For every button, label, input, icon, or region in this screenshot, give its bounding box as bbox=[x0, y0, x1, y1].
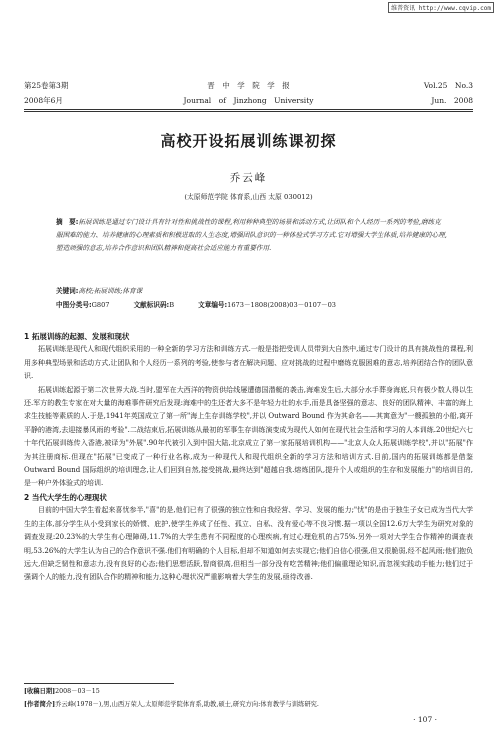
article-number: 文章编号:1673－1808(2008)03－0107－03 bbox=[198, 301, 337, 309]
author-name: 乔云峰 bbox=[229, 172, 268, 184]
footnote-rule bbox=[24, 683, 174, 684]
page-number: · 107 · bbox=[413, 715, 437, 724]
header-rule-top bbox=[24, 109, 473, 110]
paper-title: 高校开设拓展训练课初探 bbox=[160, 132, 337, 150]
clc-number: 中图分类号:G807 bbox=[56, 301, 110, 309]
paper-body bbox=[24, 330, 473, 585]
section-heading: 1 拓展训练的起源、发展和现状 bbox=[24, 332, 130, 341]
issue-date-en: Jun. 2008 bbox=[431, 96, 473, 105]
author-bio: [作者简介]乔云峰(1978－),男,山西万荣人,太原师范学院体育系,助教,硕士,研究方向:体育教学与训练研究. bbox=[24, 701, 319, 708]
keywords bbox=[56, 285, 142, 295]
author-affiliation: (太原师范学院 体育系,山西 太原 030012) bbox=[184, 193, 313, 201]
paragraph: 拓展训练是现代人和现代组织采用的一种全新的学习方法和训练方式.一般是指把受训人员带到大自然中,通过专门设计的具有挑战性的课程,利用多种典型场景和活动方式,让团队和个人经历一系列的考验,使参与者在解决问题、应对挑战的过程中磨练克服困难的意志,培养团结合作的团队意识. bbox=[24, 345, 473, 381]
received-date: [收稿日期]2008－03－15 bbox=[24, 688, 100, 695]
abstract-label: 摘 要: bbox=[56, 218, 79, 226]
header-rule-bottom bbox=[24, 111, 473, 112]
issue-date: 2008年6月 bbox=[24, 96, 63, 105]
document-code: 文献标识码:B bbox=[133, 301, 175, 309]
abstract bbox=[56, 216, 447, 255]
paragraph: 目前的中国大学生看起来喜忧参半,"喜"的是,他们已有了很强的独立性和自我经营、学习、发展的能力;"忧"的是由于独生子女已成为当代大学生的主体,部分学生从小受到家长的娇惯、庇护,使学生养成了任性、孤立、自私、没有爱心等不良习惯.据一项以全国12.6万大学生为研究对象的调查发现:20.23%的大学生有心理障碍,11.7%的大学生患有不同程度的心理疾病,有过心理危机的占75%.另外一项对大学生合作精神的调查表明,53.26%的大学生认为自己的合作意识不强.他们有明确的个人目标,但却不知道如何去实现它;他们自信心很强,但又很脆弱,经不起风雨;他们抱负远大,但缺乏韧性和意志力,没有良好的心态;他们思想活跃,智商很高,但相当一部分没有吃苦精神;他们偏重理论知识,而忽视实践动手能力;他们过于强调个人的能力,没有团队合作的精神和能力,这种心理状况严重影响着大学生的发展,亟待改善. bbox=[24, 506, 473, 582]
keywords-text: 高校;拓展训练;体育课 bbox=[78, 287, 143, 295]
journal-name-en: Journal of Jinzhong University bbox=[183, 96, 314, 105]
watermark: 维普资讯 http://www.cqvip.com bbox=[388, 2, 494, 13]
volume-issue: 第25卷第3期 bbox=[24, 81, 69, 90]
journal-name-cn: 晋 中 学 院 学 报 bbox=[207, 81, 290, 90]
classification-line bbox=[56, 299, 447, 309]
volume-issue-en: Vol.25 No.3 bbox=[423, 81, 473, 90]
abstract-text: 拓展训练是通过专门设计具有针对性和挑战性的课程,利用种种典型的场景和活动方式,让团队和个人经历一系列的考验,磨练克服困难的能力、培养健康的心理素质和积极进取的人生态度,增强团队意识的一种体验式学习方式.它对增强大学生体质,培养健康的心理,塑造顽强的意志,培养合作意识和团队精神和提高社会适应能力有重要作用. bbox=[56, 218, 447, 252]
section-heading: 2 当代大学生的心理现状 bbox=[24, 492, 107, 502]
keywords-label: 关键词: bbox=[56, 287, 79, 295]
paragraph: 拓展训练起源于第二次世界大战.当时,盟军在大西洋的物资供给线屡遭德国潜艇的袭击,海难发生后,大部分水手葬身海底,只有极少数人得以生还.军方的教生专家在对大量的海难事件研究后发现:海难中的生还者大多不是年轻力壮的水手,而是具备坚强的意志、良好的团队精神、丰富的海上求生技能等素质的人.于是,1941年英国成立了第一所"海上生存训练学校",并以 Outward Bound 作为其命名——其寓意为"一艘孤独的小船,离开平静的港湾,去迎接暴风雨的考验".二战结束后,拓展训练从最初的军事生存训练演变成为现代人如何在现代社会生活和学习的人本训练.20世纪六七十年代拓展训练传入香港,被译为"外展".90年代被引入到中国大陆,北京成立了第一家拓展培训机构——"北京人众人拓展训练学校",并以"拓展"作为其注册商标.但现在"拓展"已变成了一种行业名称,成为一种现代人和现代组织全新的学习方法和培训方式.目前,国内的拓展训练都是借鉴 Outward Bound 国际组织的培训理念,让人们回到自然,接受挑战,最终达到"超越自我.熔炼团队,提升个人或组织的生存和发展能力"的培训目的,是一种户外体验式的培训. bbox=[24, 385, 473, 488]
